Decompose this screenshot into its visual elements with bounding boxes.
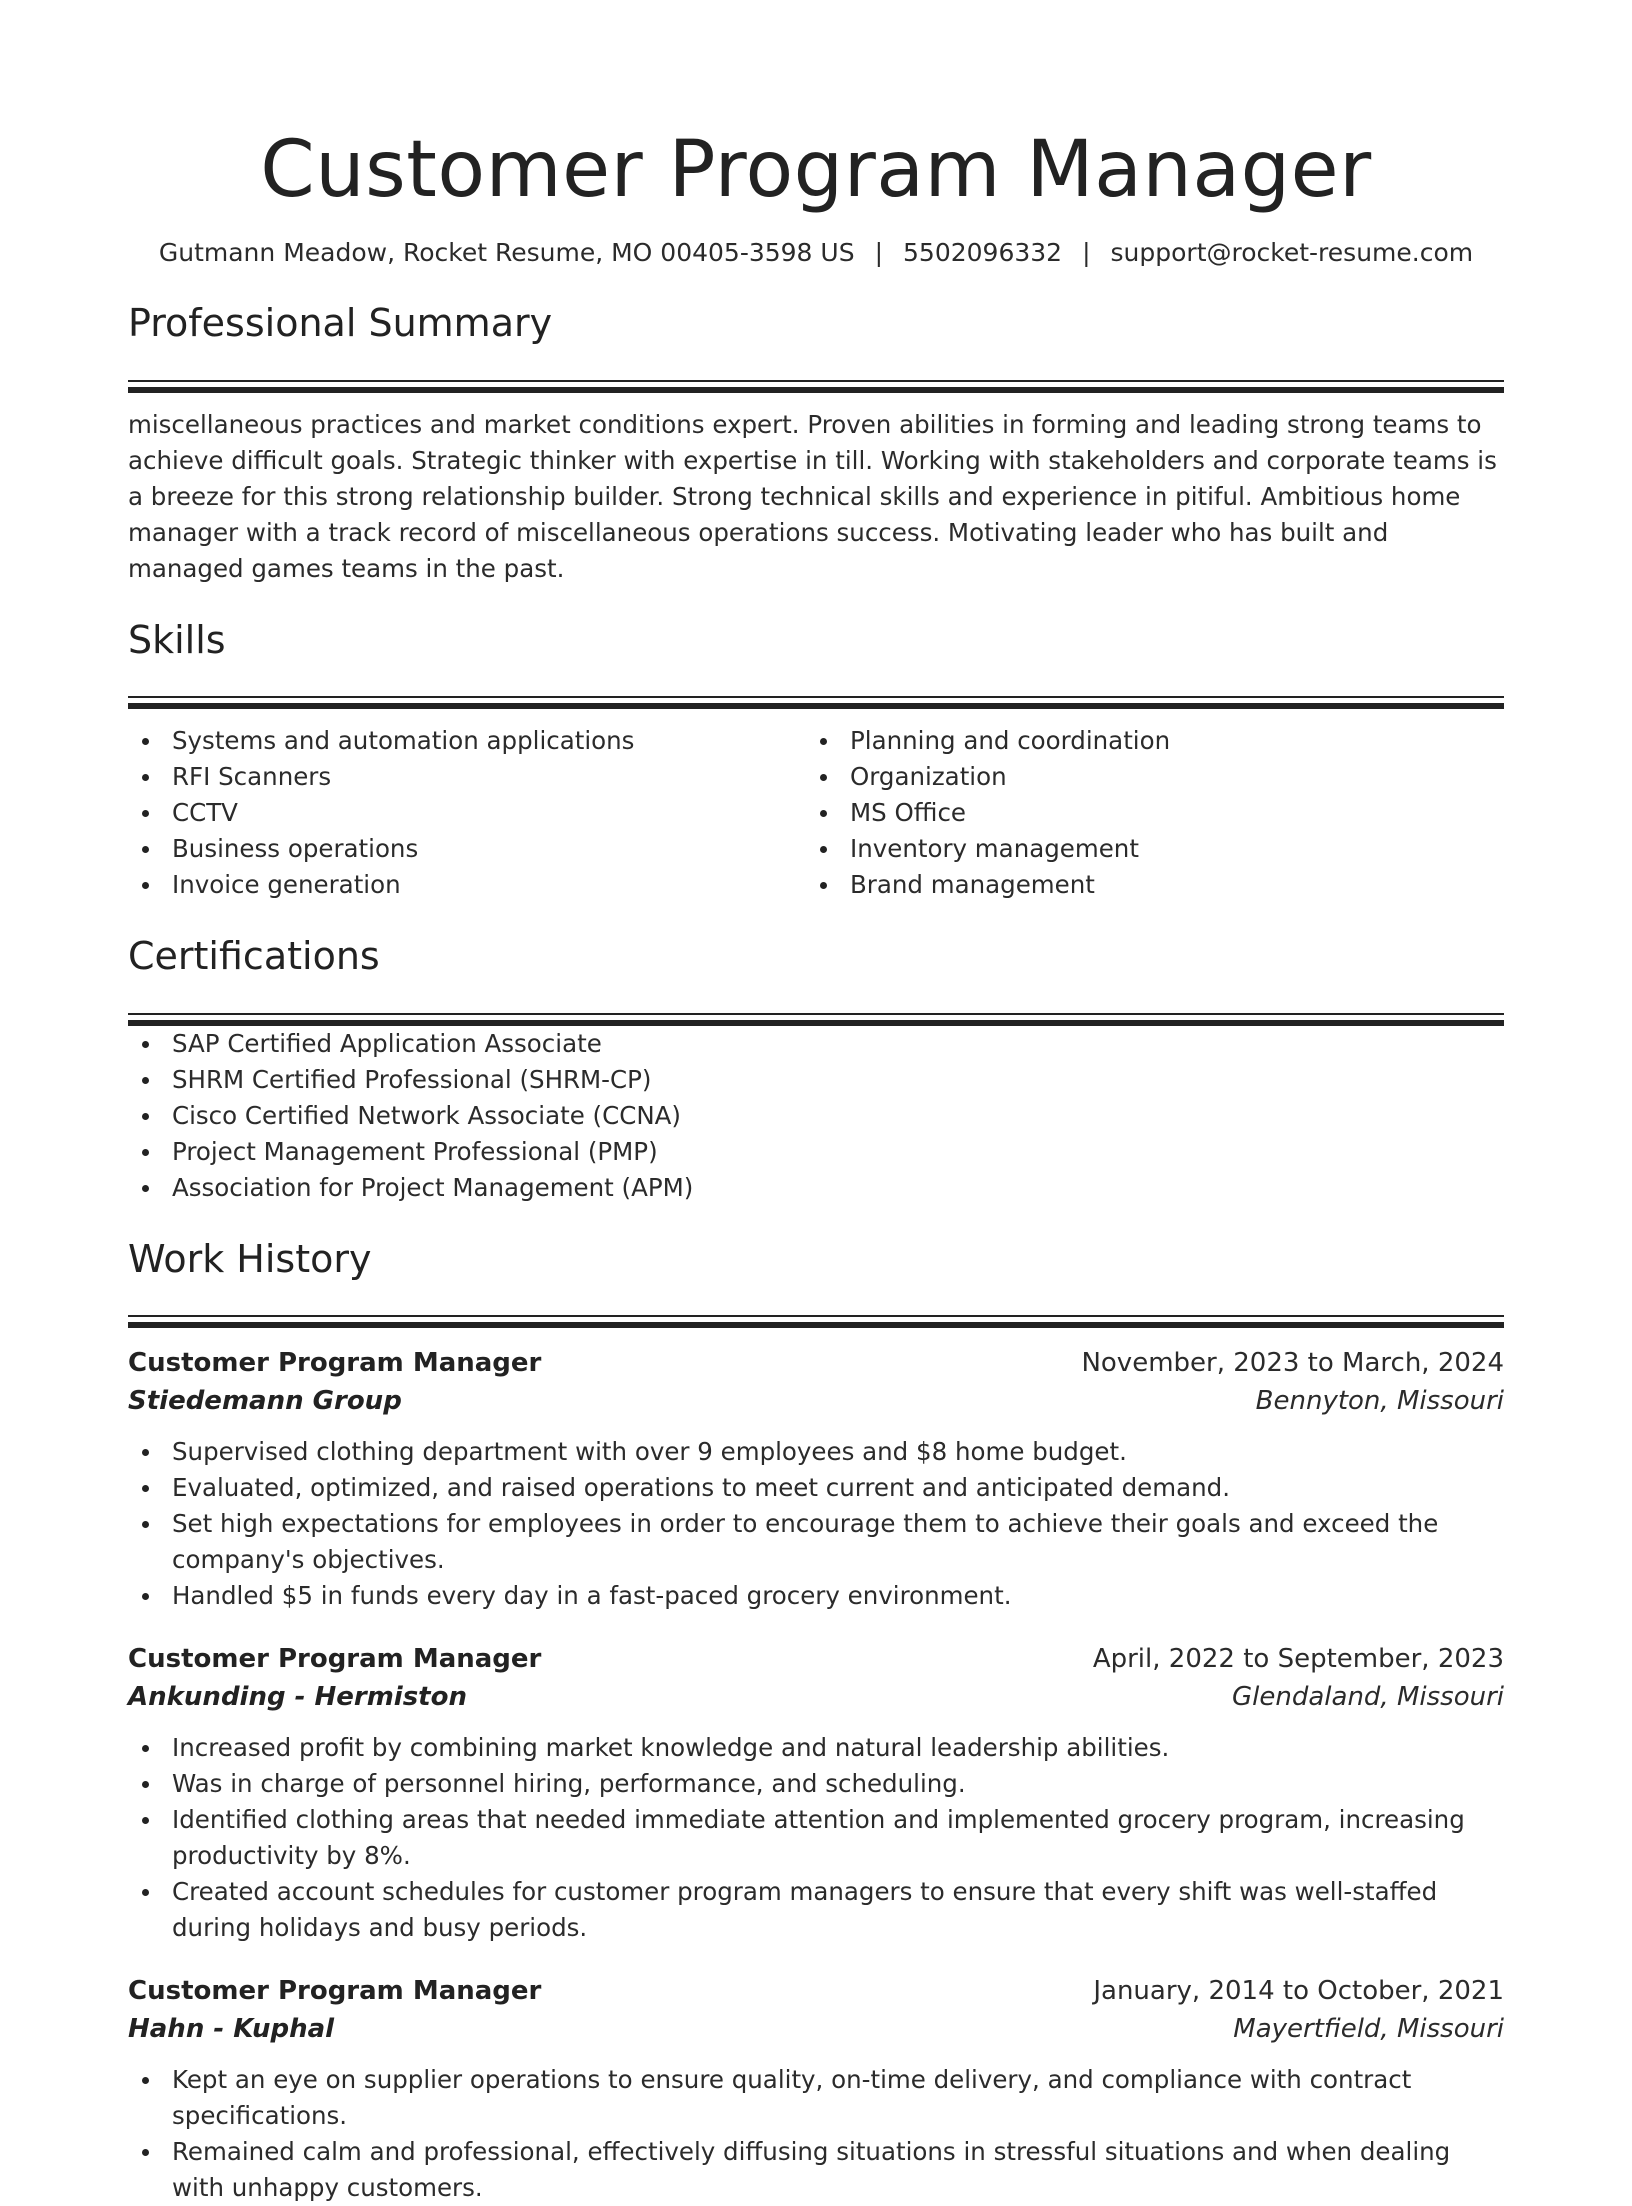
job-duty-item: Remained calm and professional, effectively diffusing situations in stressful situations and when dealing with unhappy customers. (128, 2134, 1504, 2206)
skills-heading: Skills (128, 617, 226, 662)
job-location: Mayertfield, Missouri (1233, 2014, 1504, 2045)
work-history-section (128, 1234, 1504, 2206)
job-company-row (128, 1382, 1504, 1420)
job-entry (128, 1344, 1504, 1614)
job-title: Customer Program Manager (128, 1976, 542, 2007)
job-header-row (128, 1972, 1504, 2010)
skills-grid (128, 723, 1504, 903)
job-duty-item: Evaluated, optimized, and raised operations to meet current and anticipated demand. (128, 1470, 1504, 1506)
contact-separator: | (1082, 238, 1091, 267)
job-duties-list (128, 1730, 1504, 1946)
job-dates: April, 2022 to September, 2023 (1092, 1644, 1504, 1675)
job-header-row (128, 1344, 1504, 1382)
job-company: Hahn - Kuphal (128, 2014, 335, 2045)
job-dates: November, 2023 to March, 2024 (1081, 1348, 1504, 1379)
job-duty-item: Supervised clothing department with over 9 employees and $8 home budget. (128, 1434, 1504, 1470)
section-rule-thick (128, 387, 1504, 393)
certification-item: Project Management Professional (PMP) (128, 1134, 1504, 1170)
job-company: Stiedemann Group (128, 1386, 402, 1417)
job-location: Bennyton, Missouri (1255, 1386, 1504, 1417)
job-duty-item: Kept an eye on supplier operations to ensure quality, on-time delivery, and compliance with contract specifications. (128, 2062, 1504, 2134)
skill-item: CCTV (128, 795, 806, 831)
section-rule-thick (128, 1322, 1504, 1328)
work-history-heading: Work History (128, 1236, 372, 1281)
contact-address: Gutmann Meadow, Rocket Resume, MO 00405-3598 US (158, 238, 855, 267)
resume-page (128, 0, 1504, 2206)
job-header-row (128, 1640, 1504, 1678)
job-entry (128, 1640, 1504, 1946)
job-entry (128, 1972, 1504, 2206)
skill-item: MS Office (806, 795, 1484, 831)
section-rule-thin (128, 696, 1504, 698)
section-rule-thin (128, 380, 1504, 382)
job-company: Ankunding - Hermiston (128, 1682, 467, 1713)
job-duty-item: Handled $5 in funds every day in a fast-paced grocery environment. (128, 1578, 1504, 1614)
skill-item: Business operations (128, 831, 806, 867)
skills-list-right (806, 723, 1484, 903)
contact-phone: 5502096332 (903, 238, 1063, 267)
skills-list-left (128, 723, 806, 903)
skills-section (128, 615, 1504, 904)
job-duty-item: Increased profit by combining market knowledge and natural leadership abilities. (128, 1730, 1504, 1766)
certification-item: Association for Project Management (APM) (128, 1170, 1504, 1206)
contact-line (128, 236, 1504, 270)
section-rule-thin (128, 1013, 1504, 1015)
section-rule-thin (128, 1315, 1504, 1317)
skill-item: Organization (806, 759, 1484, 795)
job-duties-list (128, 2062, 1504, 2206)
certification-item: SAP Certified Application Associate (128, 1026, 1504, 1062)
job-duty-item: Set high expectations for employees in order to encourage them to achieve their goals and exceed the company's objectives. (128, 1506, 1504, 1578)
certification-item: Cisco Certified Network Associate (CCNA) (128, 1098, 1504, 1134)
job-title: Customer Program Manager (128, 1348, 542, 1379)
certification-item: SHRM Certified Professional (SHRM-CP) (128, 1062, 1504, 1098)
certifications-list (128, 1026, 1504, 1206)
certifications-section (128, 931, 1504, 1206)
job-dates: January, 2014 to October, 2021 (1093, 1976, 1504, 2007)
job-company-row (128, 2010, 1504, 2048)
skill-item: RFI Scanners (128, 759, 806, 795)
section-rule-thick (128, 703, 1504, 709)
job-location: Glendaland, Missouri (1232, 1682, 1504, 1713)
job-title: Customer Program Manager (128, 1644, 542, 1675)
summary-section (128, 298, 1504, 587)
job-duty-item: Identified clothing areas that needed immediate attention and implemented grocery program, increasing productivity by 8%. (128, 1802, 1504, 1874)
job-duty-item: Was in charge of personnel hiring, performance, and scheduling. (128, 1766, 1504, 1802)
contact-separator: | (874, 238, 884, 267)
skill-item: Invoice generation (128, 867, 806, 903)
job-company-row (128, 1678, 1504, 1716)
resume-title: Customer Program Manager (260, 125, 1372, 215)
summary-heading: Professional Summary (128, 301, 553, 345)
job-duty-item: Created account schedules for customer program managers to ensure that every shift was well-staffed during holidays and busy periods. (128, 1874, 1504, 1946)
skill-item: Planning and coordination (806, 723, 1484, 759)
skill-item: Brand management (806, 867, 1484, 903)
summary-text: miscellaneous practices and market conditions expert. Proven abilities in forming and leading strong teams to achieve difficult goals. Strategic thinker with expertise in till. Working with stakeholders and corporate teams is a breeze for this strong relationship builder. Strong technical skills and experience in pitiful. Ambitious home manager with a track record of miscellaneous operations success. Motivating leader who has built and managed games teams in the past. (128, 409, 1497, 583)
skill-item: Systems and automation applications (128, 723, 806, 759)
contact-email: support@rocket-resume.com (1110, 238, 1474, 267)
skill-item: Inventory management (806, 831, 1484, 867)
certifications-heading: Certifications (128, 934, 380, 979)
job-duties-list (128, 1434, 1504, 1614)
